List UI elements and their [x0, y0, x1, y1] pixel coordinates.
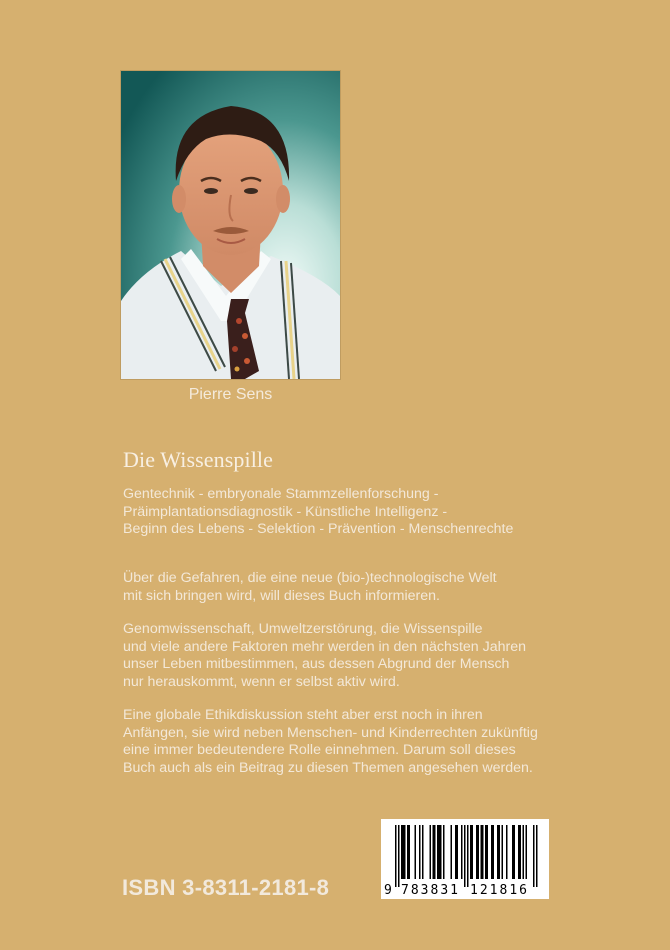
blurb-line: mit sich bringen wird, will dieses Buch informieren. — [123, 587, 440, 604]
keywords-line: Beginn des Lebens - Selektion - Prävention - Menschenrechte — [123, 521, 514, 537]
blurb-line: Anfängen, sie wird neben Menschen- und Kinderrechten zukünftig — [123, 724, 538, 741]
svg-text:121816: 121816 — [470, 883, 527, 898]
blurb-line: Buch auch als ein Beitrag zu diesen Themen angesehen werden. — [123, 759, 533, 776]
keywords-block — [123, 486, 513, 539]
keywords-line: Gentechnik - embryonale Stammzellenforschung - — [123, 486, 439, 502]
author-photo — [121, 71, 340, 379]
blurb-line: Genomwissenschaft, Umweltzerstörung, die Wissenspille — [123, 621, 483, 637]
blurb-line: Über die Gefahren, die eine neue (bio-)technologische Welt — [123, 570, 497, 586]
svg-text:783831: 783831 — [401, 883, 458, 898]
blurb-line: Eine globale Ethikdiskussion steht aber erst noch in ihren — [123, 707, 483, 723]
blurb-line: unser Leben mitbestimmen, aus dessen Abgrund der Mensch — [123, 656, 510, 672]
author-portrait-illustration — [121, 71, 340, 379]
svg-text:9: 9 — [384, 883, 392, 898]
blurb-line: und viele andere Faktoren mehr werden in den nächsten Jahren — [123, 638, 527, 655]
barcode-graphic — [381, 819, 549, 899]
ean13-barcode — [381, 819, 549, 899]
keywords-line: Präimplantationsdiagnostik - Künstliche Intelligenz - — [123, 503, 448, 520]
blurb-line: nur herauskommt, wenn er selbst aktiv wird. — [123, 673, 400, 690]
book-title: Die Wissenspille — [123, 447, 274, 472]
blurb-paragraph-2 — [123, 621, 526, 691]
blurb-line: eine immer bedeutendere Rolle einnehmen. Darum soll dieses — [123, 742, 516, 758]
isbn-label: ISBN 3-8311-2181-8 — [122, 875, 330, 900]
author-name-caption: Pierre Sens — [188, 386, 273, 403]
blurb-paragraph-3 — [123, 707, 538, 777]
blurb-paragraph-1 — [123, 570, 497, 605]
